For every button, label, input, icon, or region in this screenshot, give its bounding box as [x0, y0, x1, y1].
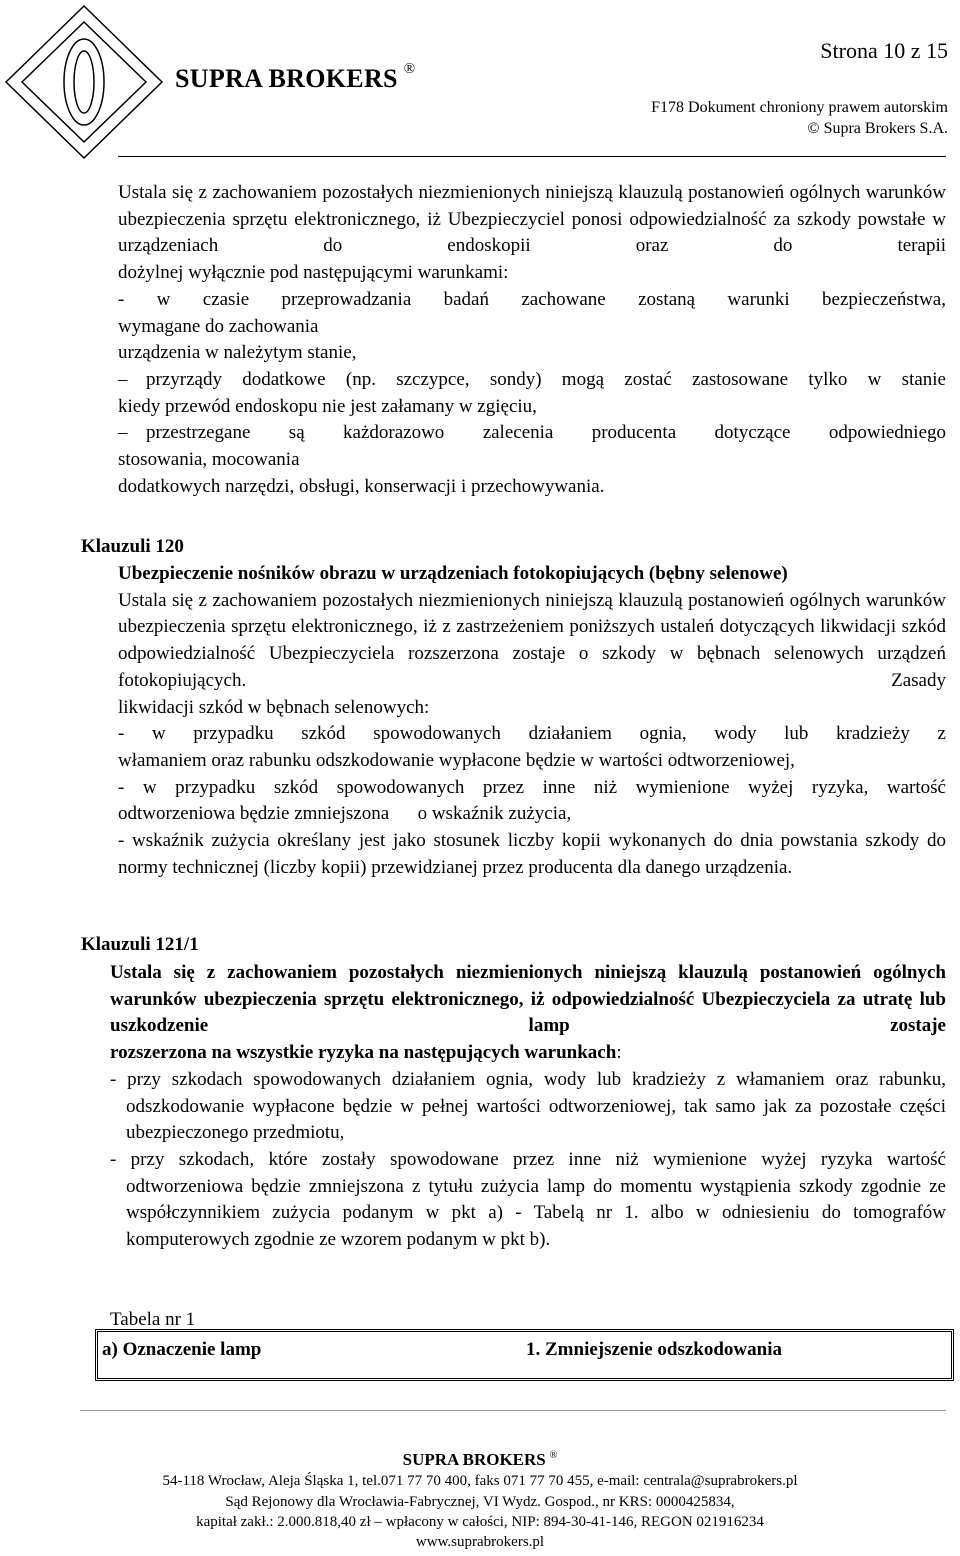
clause-120	[118, 561, 946, 881]
copyright-line-1: F178 Dokument chroniony prawem autorskim	[651, 99, 948, 116]
clause-121-paragraph-end	[110, 1040, 946, 1067]
clause-121	[110, 960, 946, 1254]
intro-paragraph: Ustala się z zachowaniem pozostałych niezmienionych niniejszą klauzulą postanowień ogólnych warunków ubezpieczenia sprzętu elektronicznego, iż Ubezpieczyciel ponosi odpowiedzialność za szkody powstałe w urządzeniach do endoskopii oraz do terapii	[118, 182, 946, 257]
footer-court-registration: Sąd Rejonowy dla Wrocławia-Fabrycznej, VI Wydz. Gospod., nr KRS: 0000425834,	[225, 1494, 735, 1510]
diamond-oval-logo-icon	[2, 2, 172, 167]
intro-list-item: - w czasie przeprowadzania badań zachowane zostaną warunki bezpieczeństwa,	[118, 288, 946, 310]
intro-list-text: stosowania, mocowania	[118, 449, 300, 471]
intro-list-item	[118, 420, 946, 447]
clause-121-heading: Klauzuli 121/1	[81, 934, 199, 955]
colon: :	[616, 1042, 622, 1064]
clause-121-bullet-text: - przy szkodach spowodowanych działaniem ognia, wody lub kradzieży z włamaniem oraz rabunku, odszkodowanie wypłacone będzie w pełnej wartości odtworzeniowej, tak	[110, 1068, 946, 1117]
footer-brand: SUPRA BROKERS ®	[402, 1450, 558, 1469]
clause-120-bullet-end: odtworzeniowa będzie zmniejszona o wskaźnik zużycia,	[118, 803, 572, 825]
registered-mark: ®	[403, 61, 416, 78]
brand-name: SUPRA BROKERS ®	[175, 61, 416, 93]
clause-121-bullet-end: pkt b).	[500, 1229, 551, 1251]
intro-list-text: kiedy przewód endoskopu nie jest załamany w zgięciu,	[118, 395, 537, 417]
clause-120-bullet-end: dla danego urządzenia.	[617, 856, 793, 878]
clause-121-bullet	[110, 1067, 946, 1147]
clause-120-bullet-text: - wskaźnik zużycia określany jest jako stosunek liczby kopii wykonanych do dnia powstania szkody do normy technicznej (liczby kopii) przewidzianej przez producenta	[118, 830, 946, 878]
intro-list-text: wymagane do zachowania	[118, 315, 319, 337]
table-header-reduction: 1. Zmniejszenie odszkodowania	[526, 1339, 782, 1360]
intro-list-item	[118, 367, 946, 394]
copyright-note	[651, 97, 948, 139]
intro-list-text: dodatkowych narzędzi, obsługi, konserwacji i przechowywania.	[118, 475, 605, 497]
copyright-line-2: © Supra Brokers S.A.	[807, 120, 948, 137]
footer-capital-info: kapitał zakł.: 2.000.818,40 zł – wpłacony w całości, NIP: 894-30-41-146, REGON 021916234	[196, 1514, 764, 1530]
table-caption: Tabela nr 1	[110, 1309, 196, 1330]
dash: –	[118, 368, 128, 390]
clause-121-bullet	[110, 1147, 946, 1254]
clause-120-subheading: Ubezpieczenie nośników obrazu w urządzeniach fotokopiujących (bębny selenowe)	[118, 563, 788, 584]
page-number: Strona 10 z 15	[820, 38, 948, 63]
footer-address: 54-118 Wrocław, Aleja Śląska 1, tel.071 77 70 400, faks 071 77 70 455, e-mail: centrala@suprabrokers.pl	[162, 1473, 798, 1489]
intro-list-text: przyrządy dodatkowe (np. szczypce, sondy) mogą zostać zastosowane tylko w stanie	[146, 368, 946, 390]
intro-list-text: przestrzegane są każdorazowo zalecenia producenta dotyczące odpowiedniego	[146, 422, 946, 444]
clause-120-bullet: - w przypadku szkód spowodowanych działaniem ognia, wody lub kradzieży z	[118, 723, 946, 745]
table-header-lamp: a) Oznaczenie lamp	[102, 1339, 262, 1360]
clause-121-bullet-end: samo jak za pozostałe części ubezpieczonego przedmiotu,	[126, 1095, 946, 1144]
clause-120-bullet: - w przypadku szkód spowodowanych przez inne niż wymienione wyżej ryzyka, wartość	[118, 776, 946, 798]
dash: –	[118, 422, 128, 444]
clause-120-bullet-end: włamaniem oraz rabunku odszkodowanie wypłacone będzie w wartości odtworzeniowej,	[118, 749, 795, 771]
clause-120-paragraph-end: likwidacji szkód w bębnach selenowych:	[118, 696, 430, 718]
registered-mark: ®	[549, 1450, 558, 1462]
intro-clause	[118, 180, 946, 500]
clause-121-paragraph-end-text: rozszerzona na wszystkie ryzyka na następujących warunkach	[110, 1042, 617, 1064]
clause-121-bullet-text: - przy szkodach, które zostały spowodowane przez inne niż wymienione wyżej ryzyka wartość odtworzeniowa będzie zmniejszona z tytułu zużycia lamp do momentu wystąpienia szkody zgodnie ze współczynnikiem zużycia podanym w pkt a) - Tabelą nr 1. albo w odniesieniu do tomografów komputerowych zgodnie ze wzorem podanym w	[110, 1148, 946, 1251]
footer-divider	[80, 1410, 946, 1411]
clause-120-heading: Klauzuli 120	[81, 536, 184, 557]
header-divider	[118, 156, 946, 157]
footer-website: www.suprabrokers.pl	[415, 1534, 545, 1550]
intro-paragraph-end: dożylnej wyłącznie pod następującymi warunkami:	[118, 262, 509, 284]
clause-120-paragraph: Ustala się z zachowaniem pozostałych niezmienionych niniejszą klauzulą postanowień ogólnych warunków ubezpieczenia sprzętu elektronicznego, iż z zastrzeżeniem poniższych ustaleń dotyczących likwidacji szkód odpowiedzialność Ubezpieczyciela rozszerzona zostaje o szkody w bębnach selenowych urządzeń fotokopiujących. Zasady	[118, 589, 946, 691]
clause-121-paragraph: Ustala się z zachowaniem pozostałych niezmienionych niniejszą klauzulą postanowień ogólnych warunków ubezpieczenia sprzętu elektronicznego, iż odpowiedzialność Ubezpieczyciela za utratę lub uszkodzenie lamp zostaje	[110, 962, 946, 1037]
intro-list-text: urządzenia w należytym stanie,	[118, 342, 357, 364]
lamp-table	[95, 1329, 954, 1381]
clause-120-bullet	[118, 828, 946, 881]
